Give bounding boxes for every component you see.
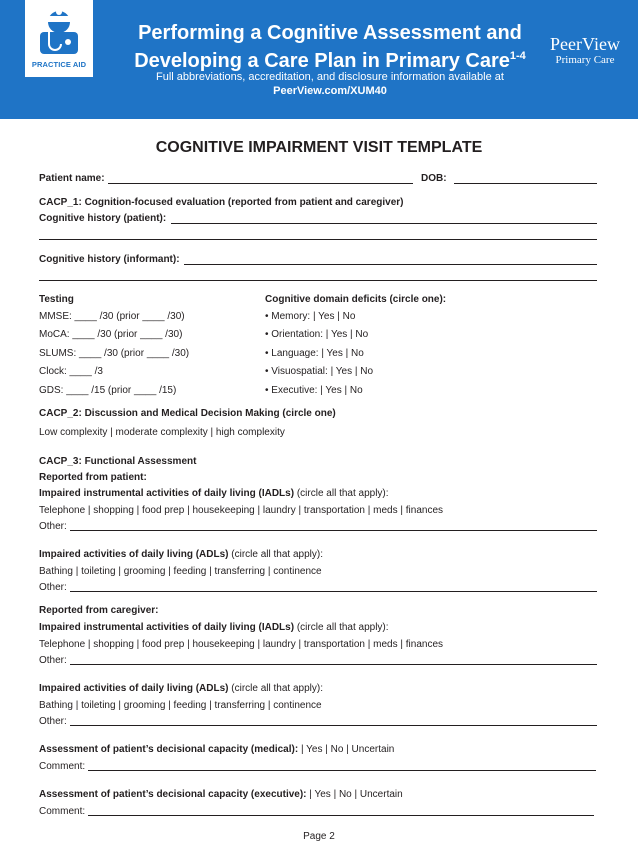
patient-iadl-label <box>39 488 389 500</box>
banner-title <box>120 22 540 73</box>
capacity-exec-comment-line[interactable] <box>88 815 594 816</box>
iadl-label-bold: Impaired instrumental activities of daily living (IADLs) <box>39 488 295 499</box>
history-patient-line[interactable] <box>171 223 597 224</box>
capacity-exec-comment-label: Comment: <box>39 806 86 817</box>
cacp2-heading: CACP_2: Discussion and Medical Decision Making (circle one) <box>39 408 336 419</box>
circle-all-text: (circle all that apply): <box>294 622 389 633</box>
patient-iadl-other-line[interactable] <box>70 530 597 531</box>
history-informant-line-2[interactable] <box>39 280 597 281</box>
circle-all-text: (circle all that apply): <box>228 549 323 560</box>
capacity-medical-options[interactable]: | Yes | No | Uncertain <box>298 744 395 755</box>
capacity-executive <box>39 789 403 801</box>
capacity-medical-comment-line[interactable] <box>88 770 596 771</box>
test-gds: GDS: ____ /15 (prior ____ /15) <box>39 385 177 396</box>
iadl-label-bold: Impaired instrumental activities of daily living (IADLs) <box>39 622 295 633</box>
caregiver-iadl-other-line[interactable] <box>70 664 597 665</box>
cacp3-heading: CACP_3: Functional Assessment <box>39 456 197 467</box>
domain-memory[interactable]: • Memory: | Yes | No <box>265 311 356 322</box>
title-line-1: Performing a Cognitive Assessment and <box>138 22 522 44</box>
test-slums: SLUMS: ____ /30 (prior ____ /30) <box>39 348 190 359</box>
brand-name: PeerView <box>550 34 620 54</box>
adl-label-bold: Impaired activities of daily living (ADLs) <box>39 549 229 560</box>
caregiver-adl-other-label: Other: <box>39 716 67 727</box>
caregiver-reported-heading: Reported from caregiver: <box>39 605 159 616</box>
domain-executive[interactable]: • Executive: | Yes | No <box>265 385 363 396</box>
domain-orientation[interactable]: • Orientation: | Yes | No <box>265 329 369 340</box>
test-mmse: MMSE: ____ /30 (prior ____ /30) <box>39 311 185 322</box>
patient-adl-other-line[interactable] <box>70 591 597 592</box>
cacp1-heading: CACP_1: Cognition-focused evaluation (reported from patient and caregiver) <box>39 197 404 208</box>
caregiver-adl-label <box>39 683 323 695</box>
document-title: COGNITIVE IMPAIRMENT VISIT TEMPLATE <box>155 139 483 156</box>
patient-name-line[interactable] <box>108 183 413 184</box>
caregiver-adl-other-line[interactable] <box>70 725 597 726</box>
dob-line[interactable] <box>454 183 597 184</box>
caregiver-iadl-other-label: Other: <box>39 655 67 666</box>
patient-adl-other-label: Other: <box>39 582 67 593</box>
history-patient-line-2[interactable] <box>39 239 597 240</box>
patient-adl-options[interactable]: Bathing | toileting | grooming | feeding | transferring | continence <box>39 566 322 577</box>
capacity-medical-comment-label: Comment: <box>39 761 86 772</box>
banner-subtitle <box>120 70 540 98</box>
page-number: Page 2 <box>303 831 335 842</box>
patient-iadl-other-label: Other: <box>39 521 67 532</box>
capacity-exec-options[interactable]: | Yes | No | Uncertain <box>306 789 403 800</box>
capacity-medical-label: Assessment of patient’s decisional capacity (medical): <box>39 744 299 755</box>
practice-aid-badge <box>25 0 93 77</box>
testing-heading: Testing <box>39 294 74 305</box>
patient-name-label: Patient name: <box>39 173 105 184</box>
banner-url[interactable]: PeerView.com/XUM40 <box>273 85 387 97</box>
title-superscript: 1-4 <box>509 50 526 62</box>
caregiver-iadl-label <box>39 622 389 634</box>
header-banner <box>0 0 638 119</box>
adl-label-bold: Impaired activities of daily living (ADLs) <box>39 683 229 694</box>
title-line-2 <box>120 45 540 73</box>
caregiver-adl-options[interactable]: Bathing | toileting | grooming | feeding | transferring | continence <box>39 700 322 711</box>
subtitle-text: Full abbreviations, accreditation, and disclosure information available at <box>156 71 504 83</box>
dob-label: DOB: <box>421 173 447 184</box>
test-clock: Clock: ____ /3 <box>39 366 103 377</box>
patient-reported-heading: Reported from patient: <box>39 472 147 483</box>
test-moca: MoCA: ____ /30 (prior ____ /30) <box>39 329 183 340</box>
brand-subtitle: Primary Care <box>555 54 615 66</box>
history-informant-line[interactable] <box>184 264 597 265</box>
doctor-icon <box>38 6 80 56</box>
history-patient-label: Cognitive history (patient): <box>39 213 167 224</box>
peerview-logo <box>540 34 630 66</box>
domain-visuospatial[interactable]: • Visuospatial: | Yes | No <box>265 366 374 377</box>
capacity-exec-label: Assessment of patient’s decisional capacity (executive): <box>39 789 307 800</box>
domain-language[interactable]: • Language: | Yes | No <box>265 348 364 359</box>
capacity-medical <box>39 744 394 756</box>
patient-adl-label <box>39 549 323 561</box>
badge-label: PRACTICE AID <box>31 60 87 69</box>
circle-all-text: (circle all that apply): <box>294 488 389 499</box>
domains-heading: Cognitive domain deficits (circle one): <box>265 294 447 305</box>
history-informant-label: Cognitive history (informant): <box>39 254 180 265</box>
caregiver-iadl-options[interactable]: Telephone | shopping | food prep | housekeeping | laundry | transportation | meds | finances <box>39 639 443 650</box>
patient-iadl-options[interactable]: Telephone | shopping | food prep | housekeeping | laundry | transportation | meds | finances <box>39 505 443 516</box>
title-line-2-text: Developing a Care Plan in Primary Care <box>134 50 510 72</box>
circle-all-text: (circle all that apply): <box>228 683 323 694</box>
complexity-options[interactable]: Low complexity | moderate complexity | high complexity <box>39 427 285 438</box>
